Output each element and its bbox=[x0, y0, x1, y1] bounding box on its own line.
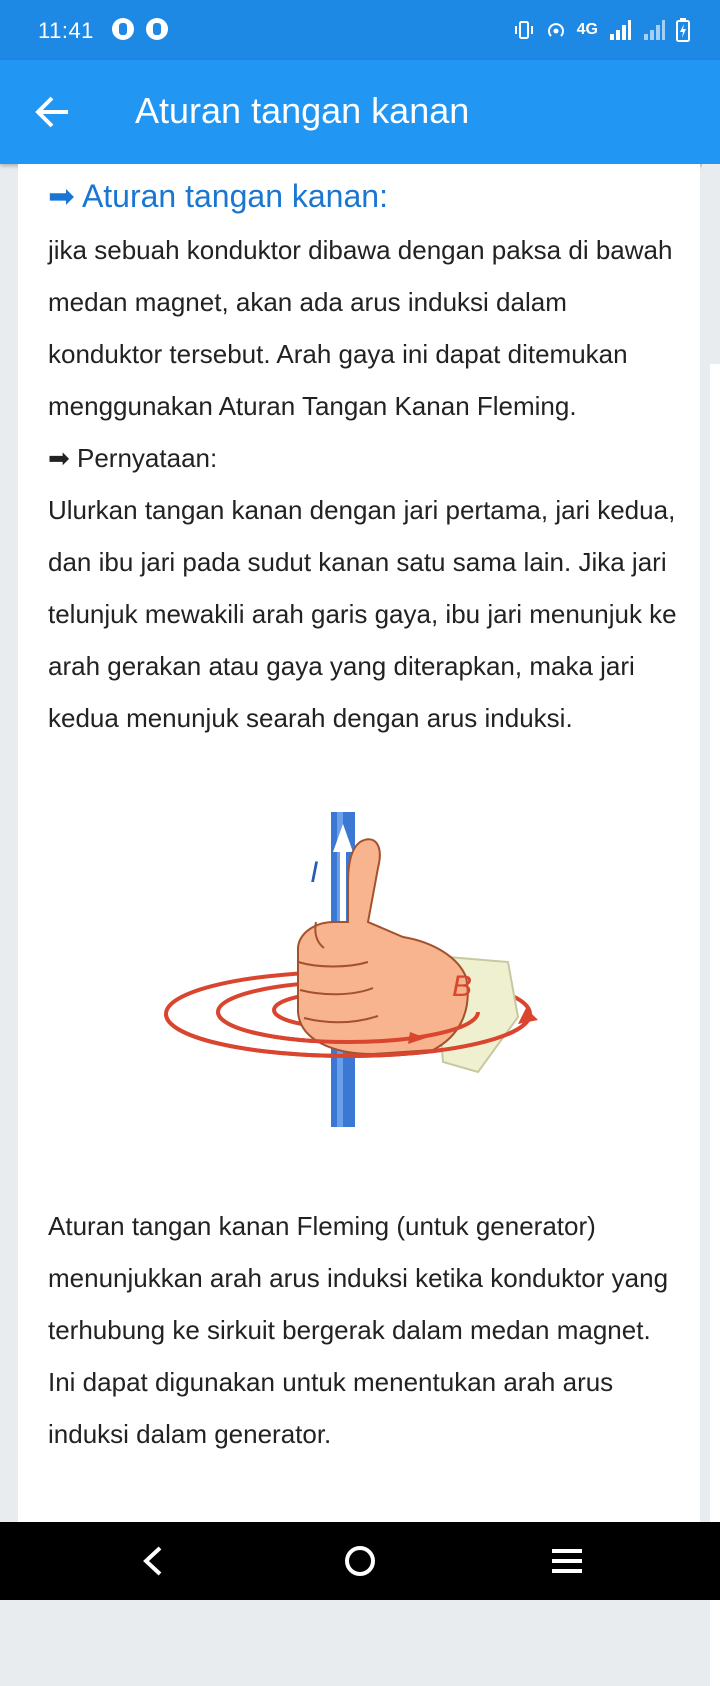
right-gutter bbox=[702, 164, 720, 1522]
signal-icon-2 bbox=[642, 19, 666, 41]
hand-illustration bbox=[48, 772, 678, 1172]
nav-back-icon[interactable] bbox=[128, 1536, 178, 1586]
right-hand-rule-figure bbox=[48, 772, 678, 1172]
statement-paragraph: Ulurkan tangan kanan dengan jari pertama, jari kedua, dan ibu jari pada sudut kanan satu sama lain. Jika jari telunjuk mewakili arah garis gaya, ibu jari menunjuk ke arah gerakan atau gaya yang diterapkan, maka jari kedua menunjuk searah dengan arus induksi. bbox=[48, 495, 677, 733]
notification-icon-2 bbox=[146, 18, 168, 40]
app-bar bbox=[0, 60, 720, 164]
battery-charging-icon bbox=[676, 18, 690, 42]
field-label: B bbox=[452, 970, 473, 1003]
content-card[interactable] bbox=[18, 164, 700, 1522]
intro-paragraph: jika sebuah konduktor dibawa dengan paksa di bawah medan magnet, akan ada arus induksi dalam konduktor tersebut. Arah gaya ini dapat ditemukan menggunakan Aturan Tangan Kanan Fleming. bbox=[48, 235, 673, 421]
status-time: 11:41 bbox=[38, 18, 94, 43]
signal-icon bbox=[608, 19, 632, 41]
hotspot-icon bbox=[545, 19, 567, 41]
article-content bbox=[48, 174, 678, 1460]
system-nav-bar bbox=[0, 1522, 720, 1600]
vibrate-icon bbox=[513, 19, 535, 41]
status-bar bbox=[0, 0, 720, 60]
status-icons bbox=[513, 16, 690, 44]
notification-icon bbox=[112, 18, 134, 40]
statement-label: ➡ Pernyataan: bbox=[48, 443, 218, 473]
adjacent-card-edge bbox=[710, 364, 720, 1686]
closing-paragraph: Aturan tangan kanan Fleming (untuk generator) menunjukkan arah arus induksi ketika konduktor yang terhubung ke sirkuit bergerak dalam medan magnet. Ini dapat digunakan untuk menentukan arah arus induksi dalam generator. bbox=[48, 1211, 669, 1449]
network-type: 4G bbox=[576, 21, 598, 38]
back-arrow-icon[interactable] bbox=[30, 92, 74, 132]
page-title: Aturan tangan kanan bbox=[135, 90, 470, 131]
nav-home-icon[interactable] bbox=[335, 1536, 385, 1586]
nav-menu-icon[interactable] bbox=[542, 1536, 592, 1586]
section-heading: ➡ Aturan tangan kanan: bbox=[48, 178, 388, 214]
current-label: I bbox=[310, 856, 319, 889]
